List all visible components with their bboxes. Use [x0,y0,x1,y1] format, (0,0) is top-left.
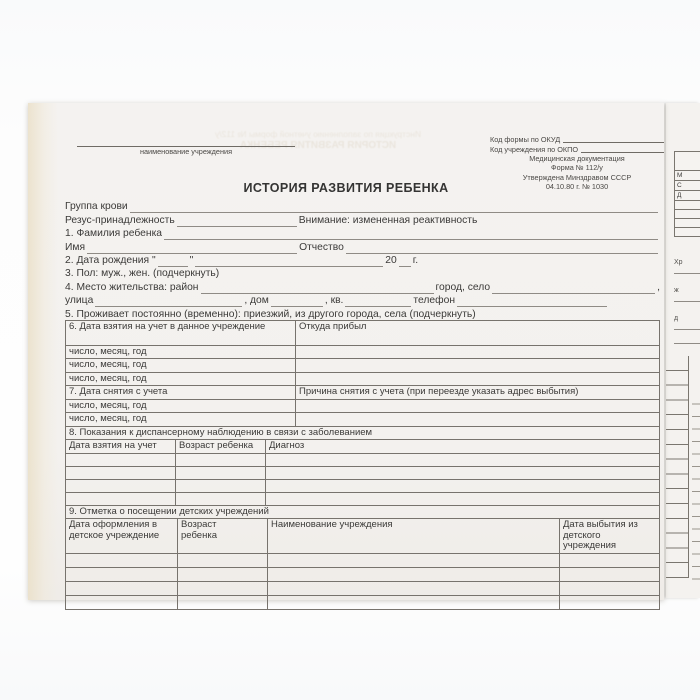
column-header: Наименование учреждения [268,519,560,554]
empty-cell [66,553,178,567]
approved-by: Утверждена Минздравом СССР [522,172,632,182]
approval-date: 04.10.80 г. № 1030 [545,182,609,192]
name-label: Имя [65,241,86,253]
fragment-line [674,273,700,274]
form-body [65,200,660,610]
form-page [28,103,664,600]
residence-label: 4. Место жительства: район [65,281,199,293]
column-header: Дата взятия на учет [66,440,176,454]
date-format-cell: число, месяц, год [66,372,296,386]
surname-row [65,227,660,240]
column-header: Диагноз [266,440,660,454]
empty-cell [296,413,660,427]
form-number: Форма № 112/у [551,163,603,173]
blank-line [130,201,658,213]
residence-row [65,280,660,293]
registration-date-header: 6. Дата взятия на учет в данное учреждение [66,320,296,345]
next-page-mini-table [674,151,700,237]
surname-label: 1. Фамилия ребенка [65,228,163,240]
okud-label: Код формы по ОКУД [490,134,561,144]
mini-table-letter-row [675,181,700,191]
blank-line [177,215,297,227]
apt-label: , кв. [324,295,344,307]
blank-line [201,282,434,294]
date-format-cell: число, месяц, год [66,359,296,373]
fragment-letter: М [677,172,683,179]
empty-cell [268,553,560,567]
empty-cell [176,492,266,505]
empty-cell [178,567,268,581]
year-suffix: г. [412,254,419,266]
date-format-cell: число, месяц, год [66,413,296,427]
empty-cell [268,567,560,581]
okpo-blank-line [581,152,664,153]
deregistration-reason-header: Причина снятия с учета (при переезде указать адрес выбытия) [296,386,660,400]
column-header: Возраст ребенка [178,519,268,554]
blood-group-label: Группа крови [65,201,128,213]
page-stack-edge [692,392,700,580]
empty-cell [296,359,660,373]
birthdate-label: 2. Дата рождения " [65,254,156,266]
empty-cell [559,581,659,595]
birthdate-row [65,254,660,267]
registration-table [65,320,660,427]
org-name-block [77,145,295,157]
mini-table-empty-row [675,228,700,236]
residency-type-label: 5. Проживает постоянно (временно): приезжий, из другого города, села (подчеркнуть) [65,308,476,320]
empty-cell [266,453,660,466]
sex-label: 3. Пол: муж., жен. (подчеркнуть) [65,268,220,280]
attention-note: Внимание: измененная реактивность [298,214,478,226]
blank-line [87,242,297,254]
empty-cell [559,595,659,609]
column-header: Дата выбытия из детского учреждения [559,519,659,554]
empty-cell [268,595,560,609]
bleedthrough-line: ИСТОРИЯ РАЗВИТИЯ РЕБЕНКА [239,140,397,151]
okpo-row [490,144,664,154]
next-page-row-grid [666,356,689,578]
fragment-line [674,301,700,302]
blank-line [345,295,411,307]
empty-cell [296,345,660,359]
fragment-text: д [674,315,679,322]
name-row [65,240,660,253]
mini-table-empty-row [675,210,700,219]
empty-cell [268,581,560,595]
city-label: город, село [435,281,491,293]
okud-row [490,134,664,144]
empty-cell [266,479,660,492]
childcare-caption: 9. Отметка о посещении детских учреждений [66,505,660,519]
empty-cell [559,553,659,567]
blank-line [158,255,188,267]
fragment-letter: Д [677,192,682,199]
date-format-cell: число, месяц, год [66,399,296,413]
arrived-from-header: Откуда прибыл [296,320,660,345]
fragment-line [674,329,700,330]
residency-type-row [65,307,660,320]
empty-cell [296,399,660,413]
empty-cell [66,492,176,505]
empty-cell [266,492,660,505]
mini-table-letter-row [675,191,700,201]
blank-line [399,255,411,267]
blank-line [457,295,607,307]
mini-table-header-cell [675,152,700,171]
page-title: ИСТОРИЯ РАЗВИТИЯ РЕБЕНКА [243,181,449,195]
empty-cell [66,595,178,609]
blank-line [492,282,655,294]
deregistration-date-header: 7. Дата снятия с учета [66,386,296,400]
blank-line [271,295,323,307]
blood-group-row [65,200,660,213]
empty-cell [296,372,660,386]
house-label: , дом [244,295,269,307]
street-label: улица [65,295,94,307]
column-header: Возраст ребенка [176,440,266,454]
empty-cell [178,581,268,595]
dispensary-table [65,426,660,506]
empty-cell [66,466,176,479]
fragment-letter: С [677,182,682,189]
blank-line [95,295,242,307]
empty-cell [176,479,266,492]
date-format-cell: число, месяц, год [66,345,296,359]
year-prefix: 20 [385,254,397,266]
empty-cell [66,581,178,595]
empty-cell [178,553,268,567]
street-row [65,294,660,307]
okpo-label: Код учреждения по ОКПО [490,144,579,154]
fragment-text: Хр [674,259,683,266]
rhesus-row [65,213,660,226]
empty-cell [66,567,178,581]
page-left-edge [28,103,58,600]
doc-classification: Медицинская документация [529,154,625,163]
rhesus-label: Резус-принадлежность [65,214,175,226]
blank-line [346,242,658,254]
comma: , [657,281,660,293]
column-header: Дата оформления в детское учреждение [66,519,178,554]
empty-cell [66,453,176,466]
empty-cell [66,479,176,492]
fragment-line [674,343,700,344]
empty-cell [266,466,660,479]
blank-line [164,228,658,240]
mini-table-letter-row [675,171,700,181]
bleedthrough-line: Инструкция по заполнению учетной формы № 112/у [214,129,422,139]
patronymic-label: Отчество [299,241,344,253]
empty-cell [559,567,659,581]
empty-cell [176,453,266,466]
empty-cell [176,466,266,479]
fragment-text: ж [674,287,679,294]
childcare-table [65,505,660,610]
mini-table-empty-row [675,201,700,210]
phone-label: телефон [413,295,456,307]
mini-table-empty-row [675,219,700,228]
sex-row [65,267,660,280]
blank-line [195,255,383,267]
okud-blank-line [563,142,664,143]
org-name-caption: наименование учреждения [139,147,233,156]
empty-cell [178,595,268,609]
dispensary-caption: 8. Показания к диспансерному наблюдению в связи с заболеванием [66,426,660,440]
birthdate-quote: " [189,254,194,266]
